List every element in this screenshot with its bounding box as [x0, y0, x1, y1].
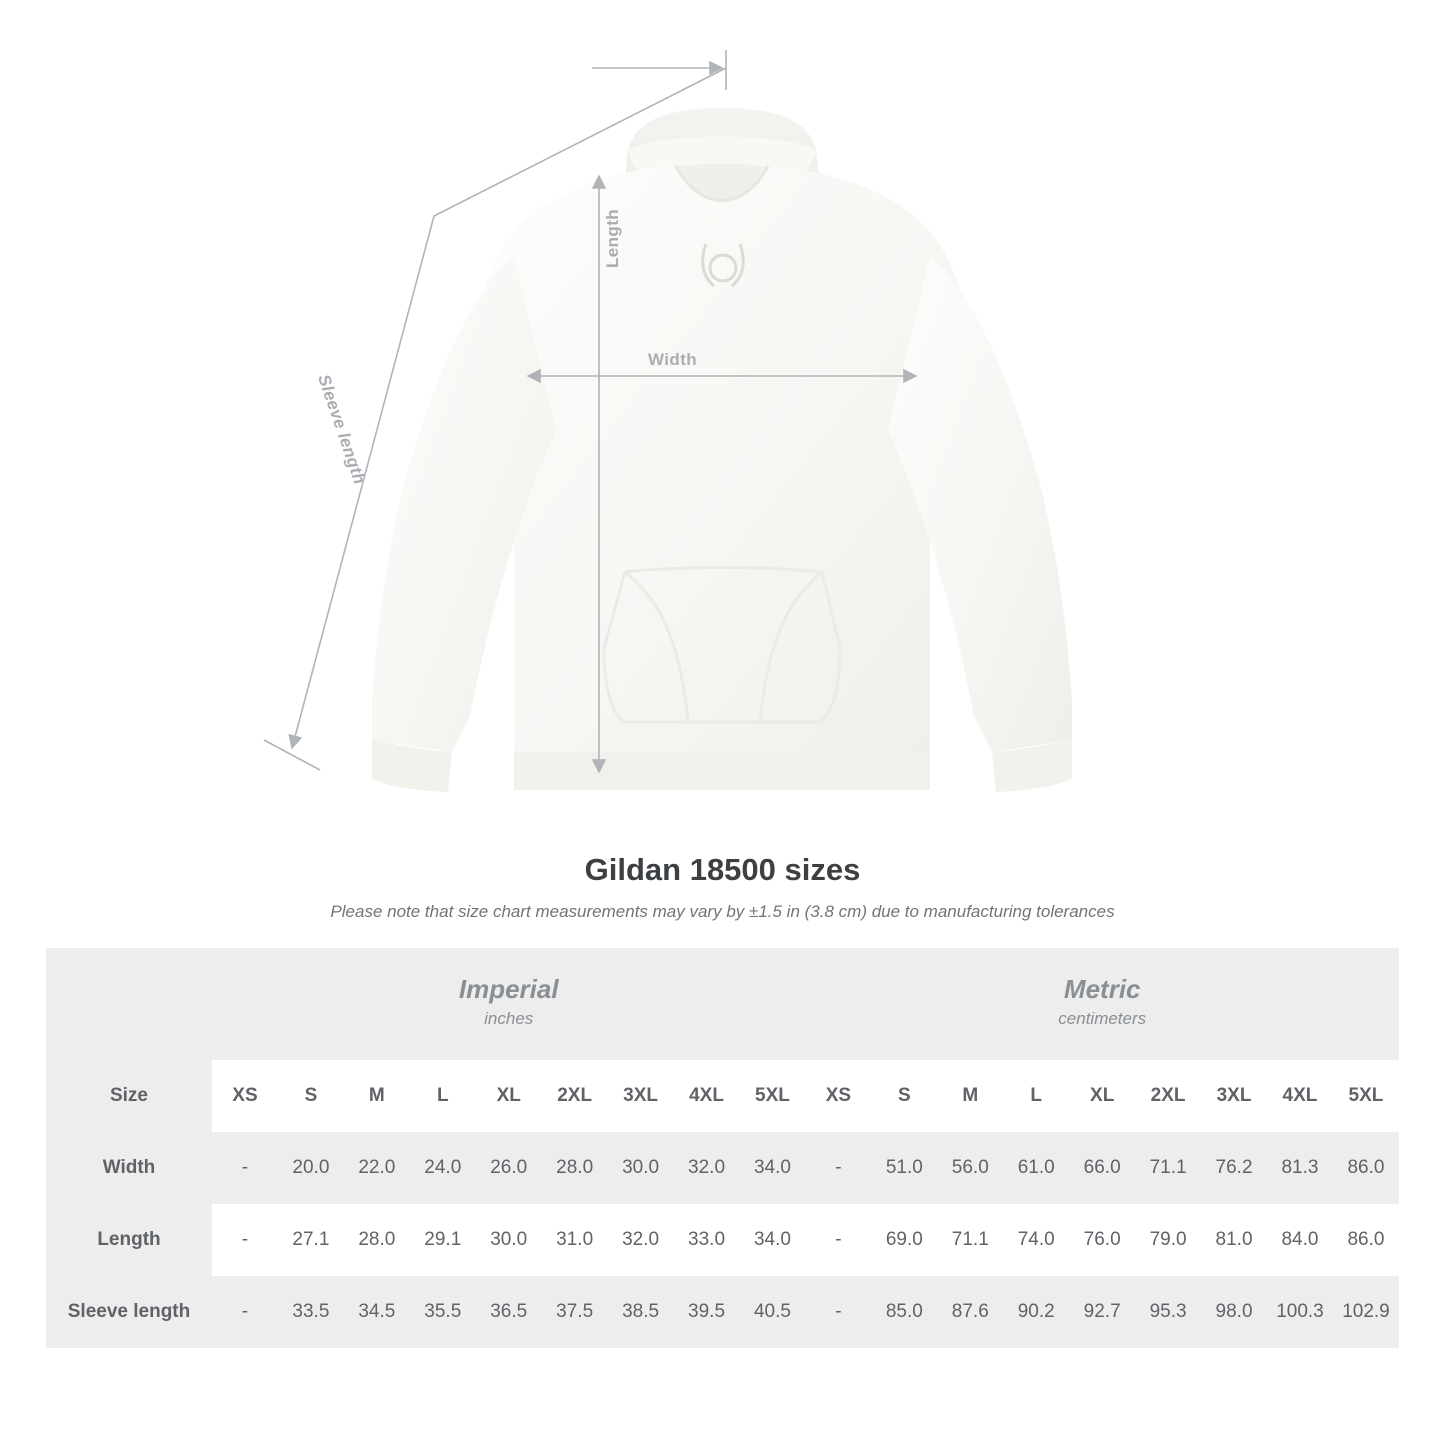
header-imperial-xl: XL: [476, 1060, 542, 1132]
header-metric-3xl: 3XL: [1201, 1060, 1267, 1132]
cell-imperial-m: 22.0: [344, 1132, 410, 1204]
table-row: [46, 1204, 1399, 1276]
cell-metric-xl: 66.0: [1069, 1132, 1135, 1204]
label-sleeve-length: Sleeve length: [314, 372, 370, 487]
cell-imperial-4xl: 39.5: [674, 1276, 740, 1348]
cell-metric-4xl: 84.0: [1267, 1204, 1333, 1276]
unit-header-metric-title: Metric: [1063, 974, 1141, 1005]
unit-header-imperial-subtitle: inches: [484, 1009, 534, 1029]
cell-imperial-3xl: 32.0: [608, 1204, 674, 1276]
cell-metric-3xl: 98.0: [1201, 1276, 1267, 1348]
size-table: [46, 948, 1399, 1348]
table-row: [46, 1132, 1399, 1204]
cell-imperial-5xl: 34.0: [740, 1132, 806, 1204]
cell-metric-4xl: 81.3: [1267, 1132, 1333, 1204]
cell-imperial-xs: -: [212, 1204, 278, 1276]
cell-imperial-5xl: 40.5: [740, 1276, 806, 1348]
cell-imperial-2xl: 31.0: [542, 1204, 608, 1276]
cell-metric-m: 56.0: [937, 1132, 1003, 1204]
row-label-sleeve-length: Sleeve length: [46, 1276, 212, 1348]
cell-metric-5xl: 86.0: [1333, 1204, 1399, 1276]
cell-imperial-s: 27.1: [278, 1204, 344, 1276]
unit-header-imperial: [212, 948, 805, 1060]
cell-metric-m: 87.6: [937, 1276, 1003, 1348]
cell-imperial-xl: 36.5: [476, 1276, 542, 1348]
header-metric-2xl: 2XL: [1135, 1060, 1201, 1132]
cell-imperial-4xl: 32.0: [674, 1132, 740, 1204]
page-title: Gildan 18500 sizes: [584, 852, 861, 887]
cell-metric-l: 90.2: [1003, 1276, 1069, 1348]
cell-imperial-xl: 30.0: [476, 1204, 542, 1276]
cell-imperial-xs: -: [212, 1132, 278, 1204]
header-metric-m: M: [937, 1060, 1003, 1132]
hoodie-shape: [372, 108, 1072, 792]
title-block: [0, 852, 1445, 922]
cell-imperial-m: 34.5: [344, 1276, 410, 1348]
row-label-length: Length: [46, 1204, 212, 1276]
unit-header-metric-subtitle: centimeters: [1058, 1009, 1147, 1029]
cell-metric-xs: -: [805, 1204, 871, 1276]
cell-metric-xl: 76.0: [1069, 1204, 1135, 1276]
cell-imperial-xl: 26.0: [476, 1132, 542, 1204]
label-width: Width: [648, 350, 698, 369]
cell-metric-3xl: 81.0: [1201, 1204, 1267, 1276]
header-imperial-5xl: 5XL: [740, 1060, 806, 1132]
cell-imperial-5xl: 34.0: [740, 1204, 806, 1276]
cell-metric-2xl: 95.3: [1135, 1276, 1201, 1348]
cell-imperial-xs: -: [212, 1276, 278, 1348]
cell-metric-2xl: 71.1: [1135, 1132, 1201, 1204]
size-table-wrapper: [46, 948, 1399, 1348]
cell-imperial-3xl: 38.5: [608, 1276, 674, 1348]
cell-metric-xs: -: [805, 1276, 871, 1348]
cell-imperial-s: 33.5: [278, 1276, 344, 1348]
cell-metric-s: 51.0: [871, 1132, 937, 1204]
cell-imperial-2xl: 28.0: [542, 1132, 608, 1204]
header-imperial-4xl: 4XL: [674, 1060, 740, 1132]
cell-metric-l: 61.0: [1003, 1132, 1069, 1204]
cell-metric-xl: 92.7: [1069, 1276, 1135, 1348]
header-imperial-2xl: 2XL: [542, 1060, 608, 1132]
size-header-row: [46, 1060, 1399, 1132]
header-imperial-xs: XS: [212, 1060, 278, 1132]
cell-metric-2xl: 79.0: [1135, 1204, 1201, 1276]
header-size-label: Size: [46, 1060, 212, 1132]
cell-imperial-l: 24.0: [410, 1132, 476, 1204]
cell-metric-s: 69.0: [871, 1204, 937, 1276]
cell-metric-m: 71.1: [937, 1204, 1003, 1276]
header-metric-s: S: [871, 1060, 937, 1132]
cell-imperial-m: 28.0: [344, 1204, 410, 1276]
tolerance-note: Please note that size chart measurements may vary by ±1.5 in (3.8 cm) due to manufacturing tolerances: [330, 902, 1115, 921]
header-metric-l: L: [1003, 1060, 1069, 1132]
row-label-width: Width: [46, 1132, 212, 1204]
header-metric-xs: XS: [805, 1060, 871, 1132]
cell-metric-s: 85.0: [871, 1276, 937, 1348]
header-metric-xl: XL: [1069, 1060, 1135, 1132]
cell-metric-3xl: 76.2: [1201, 1132, 1267, 1204]
cell-metric-l: 74.0: [1003, 1204, 1069, 1276]
cell-metric-5xl: 86.0: [1333, 1132, 1399, 1204]
header-metric-5xl: 5XL: [1333, 1060, 1399, 1132]
cell-metric-xs: -: [805, 1132, 871, 1204]
cell-imperial-l: 35.5: [410, 1276, 476, 1348]
cell-imperial-3xl: 30.0: [608, 1132, 674, 1204]
cell-imperial-s: 20.0: [278, 1132, 344, 1204]
cell-metric-5xl: 102.9: [1333, 1276, 1399, 1348]
unit-header-metric: [805, 948, 1399, 1060]
cell-imperial-l: 29.1: [410, 1204, 476, 1276]
unit-header-row: [46, 948, 1399, 1060]
unit-header-blank: [46, 948, 212, 1060]
label-length: Length: [603, 208, 622, 268]
cell-metric-4xl: 100.3: [1267, 1276, 1333, 1348]
header-metric-4xl: 4XL: [1267, 1060, 1333, 1132]
table-row: [46, 1276, 1399, 1348]
cell-imperial-4xl: 33.0: [674, 1204, 740, 1276]
unit-header-imperial-title: Imperial: [458, 974, 559, 1005]
header-imperial-l: L: [410, 1060, 476, 1132]
header-imperial-m: M: [344, 1060, 410, 1132]
header-imperial-s: S: [278, 1060, 344, 1132]
cell-imperial-2xl: 37.5: [542, 1276, 608, 1348]
header-imperial-3xl: 3XL: [608, 1060, 674, 1132]
